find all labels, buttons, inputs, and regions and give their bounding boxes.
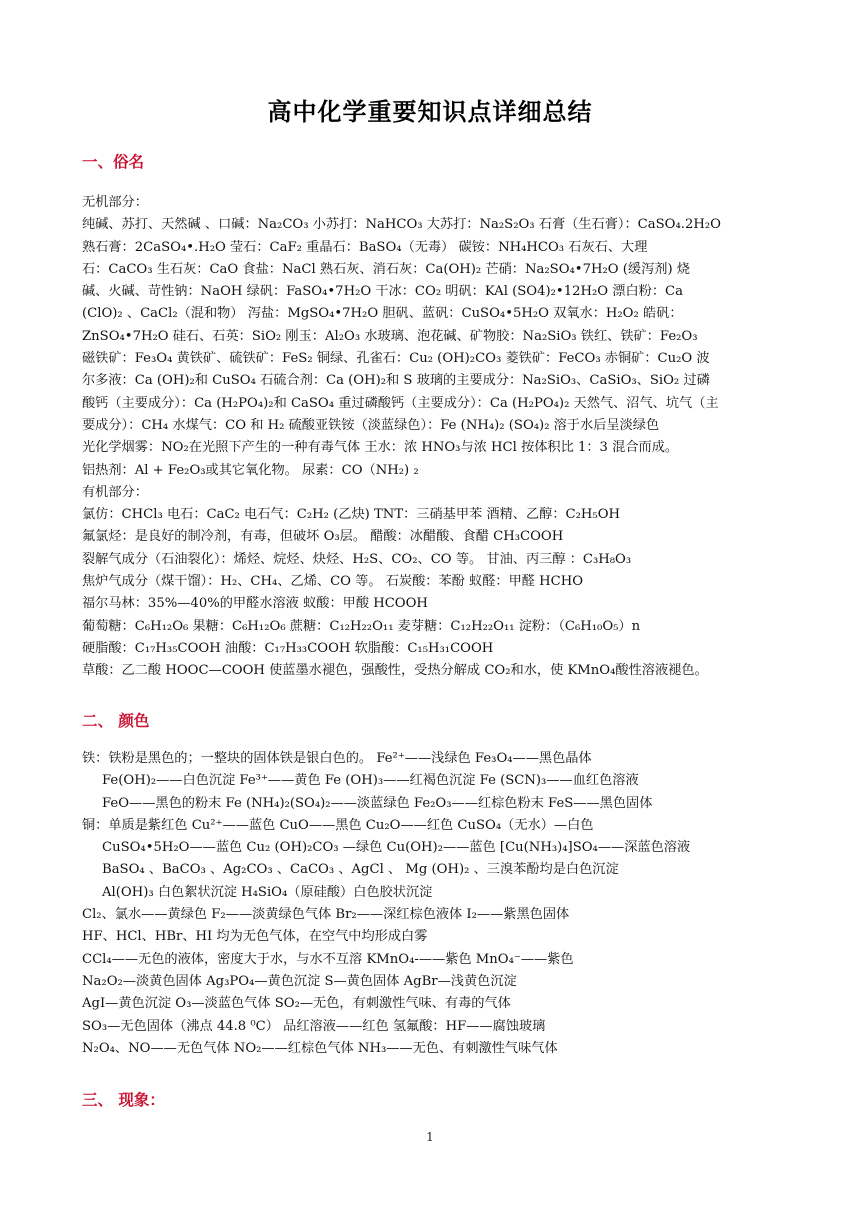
text-line: 铝热剂：Al + Fe₂O₃或其它氧化物。 尿素：CO（NH₂) ₂	[82, 462, 419, 478]
text-line: 铜：单质是紫红色 Cu²⁺——蓝色 CuO——黑色 Cu₂O——红色 CuSO₄（无水）—白色	[82, 817, 594, 833]
text-line: 熟石膏：2CaSO₄•.H₂O 莹石：CaF₂ 重晶石：BaSO₄（无毒） 碳铵：NH₄HCO₃ 石灰石、大理	[82, 239, 648, 255]
text-line: 酸钙（主要成分）：Ca (H₂PO₄)₂和 CaSO₄ 重过磷酸钙（主要成分）：Ca (H₂PO₄)₂ 天然气、沼气、坑气（主	[82, 395, 719, 411]
text-line: BaSO₄ 、BaCO₃ 、Ag₂CO₃ 、CaCO₃ 、AgCl 、 Mg (OH)₂ 、三溴苯酚均是白色沉淀	[102, 862, 619, 878]
text-line: 福尔马林：35%—40%的甲醛水溶液 蚁酸：甲酸 HCOOH	[82, 596, 428, 612]
text-line: N₂O₄、NO——无色气体 NO₂——红棕色气体 NH₃——无色、有刺激性气味气体	[82, 1040, 558, 1056]
text-line: 有机部分：	[82, 484, 148, 500]
text-line: 光化学烟雾：NO₂在光照下产生的一种有毒气体 王水：浓 HNO₃与浓 HCl 按体积比 1：3 混合而成。	[82, 440, 679, 456]
text-line: Cl₂、氯水——黄绿色 F₂——淡黄绿色气体 Br₂——深红棕色液体 I₂——紫黑色固体	[82, 907, 570, 923]
text-line: 裂解气成分（石油裂化）：烯烃、烷烃、炔烃、H₂S、CO₂、CO 等。 甘油、丙三醇 ：C₃H₈O₃	[82, 551, 632, 567]
text-line: 尔多液：Ca (OH)₂和 CuSO₄ 石硫合剂：Ca (OH)₂和 S 玻璃的主要成分：Na₂SiO₃、CaSiO₃、SiO₂ 过磷	[82, 373, 710, 389]
text-line: Na₂O₂—淡黄色固体 Ag₃PO₄—黄色沉淀 S—黄色固体 AgBr—浅黄色沉淀	[82, 973, 517, 989]
section-heading-colors: 二、 颜色	[82, 712, 150, 730]
colors-text-block	[82, 748, 787, 1060]
page-number: 1	[426, 1130, 434, 1144]
text-line: 氟氯烃：是良好的制冷剂，有毒，但破坏 O₃层。 醋酸：冰醋酸、食醋 CH₃COOH	[82, 529, 564, 545]
text-line: 碱、火碱、苛性钠：NaOH 绿矾：FaSO₄•7H₂O 干冰：CO₂ 明矾：KAl (SO4)₂•12H₂O 漂白粉：Ca	[82, 284, 683, 300]
text-line: AgI—黄色沉淀 O₃—淡蓝色气体 SO₂—无色，有刺激性气味、有毒的气体	[82, 996, 511, 1012]
text-line: Fe(OH)₂——白色沉淀 Fe³⁺——黄色 Fe (OH)₃——红褐色沉淀 Fe (SCN)₃——血红色溶液	[102, 773, 639, 789]
text-line: HF、HCl、HBr、HI 均为无色气体，在空气中均形成白雾	[82, 929, 428, 945]
text-line: 草酸：乙二酸 HOOC—COOH 使蓝墨水褪色，强酸性，受热分解成 CO₂和水，使 KMnO₄酸性溶液褪色。	[82, 663, 708, 679]
document-title: 高中化学重要知识点详细总结	[267, 98, 593, 126]
section-heading-names: 一、俗名	[82, 153, 145, 171]
text-line: 石：CaCO₃ 生石灰：CaO 食盐：NaCl 熟石灰、消石灰：Ca(OH)₂ 芒硝：Na₂SO₄•7H₂O (缓泻剂) 烧	[82, 261, 690, 277]
text-line: ZnSO₄•7H₂O 硅石、石英：SiO₂ 刚玉：Al₂O₃ 水玻璃、泡花碱、矿物胶：Na₂SiO₃ 铁红、铁矿：Fe₂O₃	[82, 328, 698, 344]
text-line: 硬脂酸：C₁₇H₃₅COOH 油酸：C₁₇H₃₃COOH 软脂酸：C₁₅H₃₁COOH	[82, 640, 494, 656]
text-line: Al(OH)₃ 白色絮状沉淀 H₄SiO₄（原硅酸）白色胶状沉淀	[102, 884, 433, 900]
text-line: 铁：铁粉是黑色的；一整块的固体铁是银白色的。 Fe²⁺——浅绿色 Fe₃O₄——黑色晶体	[82, 751, 592, 766]
text-line: 纯碱、苏打、天然碱 、口碱：Na₂CO₃ 小苏打：NaHCO₃ 大苏打：Na₂S₂O₃ 石膏（生石膏）：CaSO₄.2H₂O	[82, 217, 721, 233]
text-line: 无机部分：	[82, 195, 148, 210]
names-text-block	[82, 192, 787, 683]
text-line: 葡萄糖：C₆H₁₂O₆ 果糖：C₆H₁₂O₆ 蔗糖：C₁₂H₂₂O₁₁ 麦芽糖：C₁₂H₂₂O₁₁ 淀粉：（C₆H₁₀O₅）n	[82, 618, 641, 634]
text-line: CCl₄——无色的液体，密度大于水，与水不互溶 KMnO₄-——紫色 MnO₄⁻——紫色	[82, 951, 574, 967]
text-line: (ClO)₂ 、CaCl₂（混和物） 泻盐：MgSO₄•7H₂O 胆矾、蓝矾：CuSO₄•5H₂O 双氧水：H₂O₂ 皓矾：	[82, 306, 683, 322]
text-line: CuSO₄•5H₂O——蓝色 Cu₂ (OH)₂CO₃ —绿色 Cu(OH)₂——蓝色 [Cu(NH₃)₄]SO₄——深蓝色溶液	[102, 840, 691, 856]
section-heading-phenomena: 三、 现象：	[82, 1091, 165, 1109]
text-line: SO₃—无色固体（沸点 44.8 ⁰C） 品红溶液——红色 氢氟酸：HF——腐蚀玻璃	[82, 1018, 546, 1034]
text-line: FeO——黑色的粉末 Fe (NH₄)₂(SO₄)₂——淡蓝绿色 Fe₂O₃——红棕色粉末 FeS——黑色固体	[102, 795, 653, 811]
text-line: 磁铁矿：Fe₃O₄ 黄铁矿、硫铁矿：FeS₂ 铜绿、孔雀石：Cu₂ (OH)₂CO₃ 菱铁矿：FeCO₃ 赤铜矿：Cu₂O 波	[82, 351, 710, 367]
text-line: 焦炉气成分（煤干馏）：H₂、CH₄、乙烯、CO 等。 石炭酸：苯酚 蚁醛：甲醛 HCHO	[82, 574, 584, 590]
text-line: 要成分）：CH₄ 水煤气：CO 和 H₂ 硫酸亚铁铵（淡蓝绿色）：Fe (NH₄)₂ (SO₄)₂ 溶于水后呈淡绿色	[82, 417, 660, 433]
text-line: 氯仿：CHCl₃ 电石：CaC₂ 电石气：C₂H₂ (乙炔) TNT：三硝基甲苯 酒精、乙醇：C₂H₅OH	[82, 507, 621, 523]
